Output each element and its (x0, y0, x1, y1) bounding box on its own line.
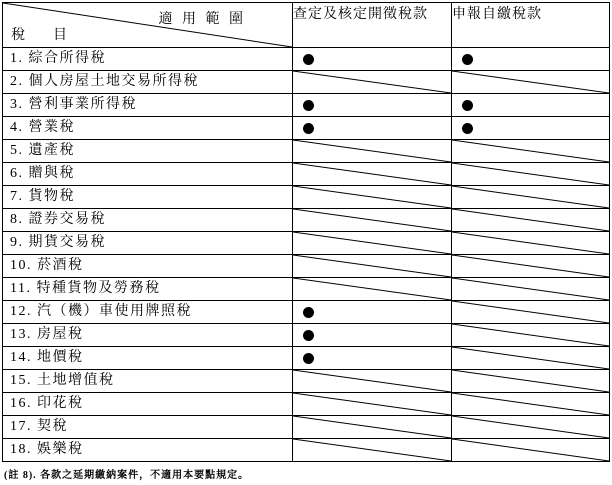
mark-cell-inner (452, 94, 609, 116)
diagonal-strike-icon (452, 393, 609, 415)
diagonal-strike-icon (293, 370, 451, 392)
mark-cell-inner (293, 71, 451, 93)
mark-cell-inner (452, 71, 609, 93)
diagonal-strike-icon (452, 140, 609, 162)
tax-item-label: 14. 地價稅 (3, 347, 293, 370)
self-reported-mark-cell (452, 393, 610, 416)
diagonal-strike-icon (293, 278, 451, 300)
self-reported-mark-cell (452, 416, 610, 439)
tax-item-axis-label: 稅 目 (11, 28, 67, 43)
tax-item-label: 16. 印花稅 (3, 393, 293, 416)
table-row (3, 347, 610, 370)
tax-item-label: 11. 特種貨物及勞務稅 (3, 278, 293, 301)
table-row (3, 48, 610, 71)
diagonal-strike-icon (452, 324, 609, 346)
mark-cell-inner (293, 301, 451, 323)
assessed-mark-cell (293, 94, 452, 117)
mark-cell-inner (293, 324, 451, 346)
self-reported-mark-cell (452, 71, 610, 94)
self-reported-mark-cell (452, 324, 610, 347)
tax-item-label: 2. 個人房屋土地交易所得稅 (3, 71, 293, 94)
mark-cell-inner (452, 416, 609, 438)
diagonal-strike-icon (452, 186, 609, 208)
table-row (3, 232, 610, 255)
diagonal-strike-icon (452, 347, 609, 369)
mark-cell-inner (293, 255, 451, 277)
mark-cell-inner (293, 278, 451, 300)
tax-item-label: 8. 證券交易稅 (3, 209, 293, 232)
mark-cell-inner (452, 163, 609, 185)
self-reported-mark-cell (452, 48, 610, 71)
mark-cell-inner (293, 347, 451, 369)
mark-cell-inner (293, 232, 451, 254)
filled-circle-marker (462, 100, 473, 111)
mark-cell-inner (293, 48, 451, 70)
self-reported-mark-cell (452, 117, 610, 140)
diagonal-strike-icon (452, 209, 609, 231)
filled-circle-marker (462, 54, 473, 65)
assessed-mark-cell (293, 370, 452, 393)
diagonal-strike-icon (452, 278, 609, 300)
assessed-mark-cell (293, 301, 452, 324)
table-row (3, 71, 610, 94)
diagonal-strike-icon (452, 71, 609, 93)
assessed-mark-cell (293, 324, 452, 347)
self-reported-mark-cell (452, 347, 610, 370)
self-reported-mark-cell (452, 232, 610, 255)
scope-axis-label: 適 用 範 圍 (158, 12, 246, 27)
table-row (3, 324, 610, 347)
mark-cell-inner (452, 255, 609, 277)
mark-cell-inner (293, 370, 451, 392)
assessed-mark-cell (293, 416, 452, 439)
diagonal-header-cell (3, 3, 293, 48)
self-reported-mark-cell (452, 439, 610, 462)
diagonal-strike-icon (293, 209, 451, 231)
assessed-mark-cell (293, 163, 452, 186)
tax-item-label: 9. 期貨交易稅 (3, 232, 293, 255)
mark-cell-inner (452, 232, 609, 254)
diagonal-strike-icon (293, 255, 451, 277)
assessed-mark-cell (293, 71, 452, 94)
diagonal-strike-icon (293, 140, 451, 162)
diagonal-strike-icon (293, 186, 451, 208)
mark-cell-inner (452, 48, 609, 70)
diagonal-strike-icon (293, 71, 451, 93)
self-reported-mark-cell (452, 255, 610, 278)
self-reported-mark-cell (452, 301, 610, 324)
diagonal-strike-icon (452, 232, 609, 254)
column-header-self-reported: 申報自繳稅款 (452, 3, 610, 48)
tax-item-label: 5. 遺產稅 (3, 140, 293, 163)
self-reported-mark-cell (452, 140, 610, 163)
filled-circle-marker (303, 330, 314, 341)
diagonal-strike-icon (452, 255, 609, 277)
tax-item-label: 7. 貨物稅 (3, 186, 293, 209)
mark-cell-inner (293, 163, 451, 185)
mark-cell-inner (293, 439, 451, 461)
mark-cell-inner (452, 278, 609, 300)
table-header-row (3, 3, 610, 48)
mark-cell-inner (452, 186, 609, 208)
tax-item-label: 15. 土地增值稅 (3, 370, 293, 393)
assessed-mark-cell (293, 48, 452, 71)
diagonal-strike-icon (293, 393, 451, 415)
diagonal-strike-icon (293, 232, 451, 254)
self-reported-mark-cell (452, 94, 610, 117)
assessed-mark-cell (293, 255, 452, 278)
table-row (3, 370, 610, 393)
table-row (3, 393, 610, 416)
table-row (3, 278, 610, 301)
filled-circle-marker (303, 100, 314, 111)
mark-cell-inner (293, 416, 451, 438)
table-row (3, 255, 610, 278)
tax-item-label: 17. 契稅 (3, 416, 293, 439)
diagonal-strike-icon (452, 416, 609, 438)
table-row (3, 186, 610, 209)
table-row (3, 140, 610, 163)
table-row (3, 439, 610, 462)
mark-cell-inner (452, 370, 609, 392)
assessed-mark-cell (293, 140, 452, 163)
diagonal-strike-icon (293, 439, 451, 461)
table-row (3, 163, 610, 186)
footnote: (註 8). 各款之延期繳納案件，不適用本要點規定。 (4, 470, 250, 481)
mark-cell-inner (293, 94, 451, 116)
tax-item-label: 6. 贈與稅 (3, 163, 293, 186)
self-reported-mark-cell (452, 278, 610, 301)
assessed-mark-cell (293, 186, 452, 209)
diagonal-strike-icon (452, 301, 609, 323)
table-row (3, 416, 610, 439)
mark-cell-inner (452, 301, 609, 323)
tax-item-label: 4. 營業稅 (3, 117, 293, 140)
diagonal-strike-icon (293, 416, 451, 438)
filled-circle-marker (303, 54, 314, 65)
filled-circle-marker (303, 353, 314, 364)
assessed-mark-cell (293, 439, 452, 462)
tax-item-label: 12. 汽（機）車使用牌照稅 (3, 301, 293, 324)
table-row (3, 117, 610, 140)
assessed-mark-cell (293, 232, 452, 255)
diagonal-strike-icon (293, 163, 451, 185)
assessed-mark-cell (293, 393, 452, 416)
tax-table-body (3, 3, 610, 462)
self-reported-mark-cell (452, 209, 610, 232)
column-header-assessed: 查定及核定開徵稅款 (293, 3, 452, 48)
mark-cell-inner (293, 209, 451, 231)
filled-circle-marker (303, 307, 314, 318)
assessed-mark-cell (293, 278, 452, 301)
tax-item-label: 3. 營利事業所得稅 (3, 94, 293, 117)
mark-cell-inner (293, 393, 451, 415)
filled-circle-marker (462, 123, 473, 134)
tax-applicability-table (2, 2, 610, 462)
mark-cell-inner (452, 140, 609, 162)
mark-cell-inner (452, 117, 609, 139)
mark-cell-inner (452, 324, 609, 346)
assessed-mark-cell (293, 209, 452, 232)
self-reported-mark-cell (452, 163, 610, 186)
assessed-mark-cell (293, 117, 452, 140)
diagonal-strike-icon (452, 439, 609, 461)
self-reported-mark-cell (452, 370, 610, 393)
mark-cell-inner (293, 186, 451, 208)
tax-item-label: 13. 房屋稅 (3, 324, 293, 347)
table-row (3, 94, 610, 117)
tax-item-label: 10. 菸酒稅 (3, 255, 293, 278)
mark-cell-inner (452, 393, 609, 415)
diagonal-strike-icon (452, 370, 609, 392)
table-row (3, 209, 610, 232)
mark-cell-inner (452, 439, 609, 461)
mark-cell-inner (452, 347, 609, 369)
diagonal-header-inner (3, 3, 292, 47)
diagonal-strike-icon (452, 163, 609, 185)
mark-cell-inner (293, 117, 451, 139)
assessed-mark-cell (293, 347, 452, 370)
mark-cell-inner (452, 209, 609, 231)
table-row (3, 301, 610, 324)
tax-item-label: 18. 娛樂稅 (3, 439, 293, 462)
self-reported-mark-cell (452, 186, 610, 209)
filled-circle-marker (303, 123, 314, 134)
mark-cell-inner (293, 140, 451, 162)
tax-item-label: 1. 綜合所得稅 (3, 48, 293, 71)
